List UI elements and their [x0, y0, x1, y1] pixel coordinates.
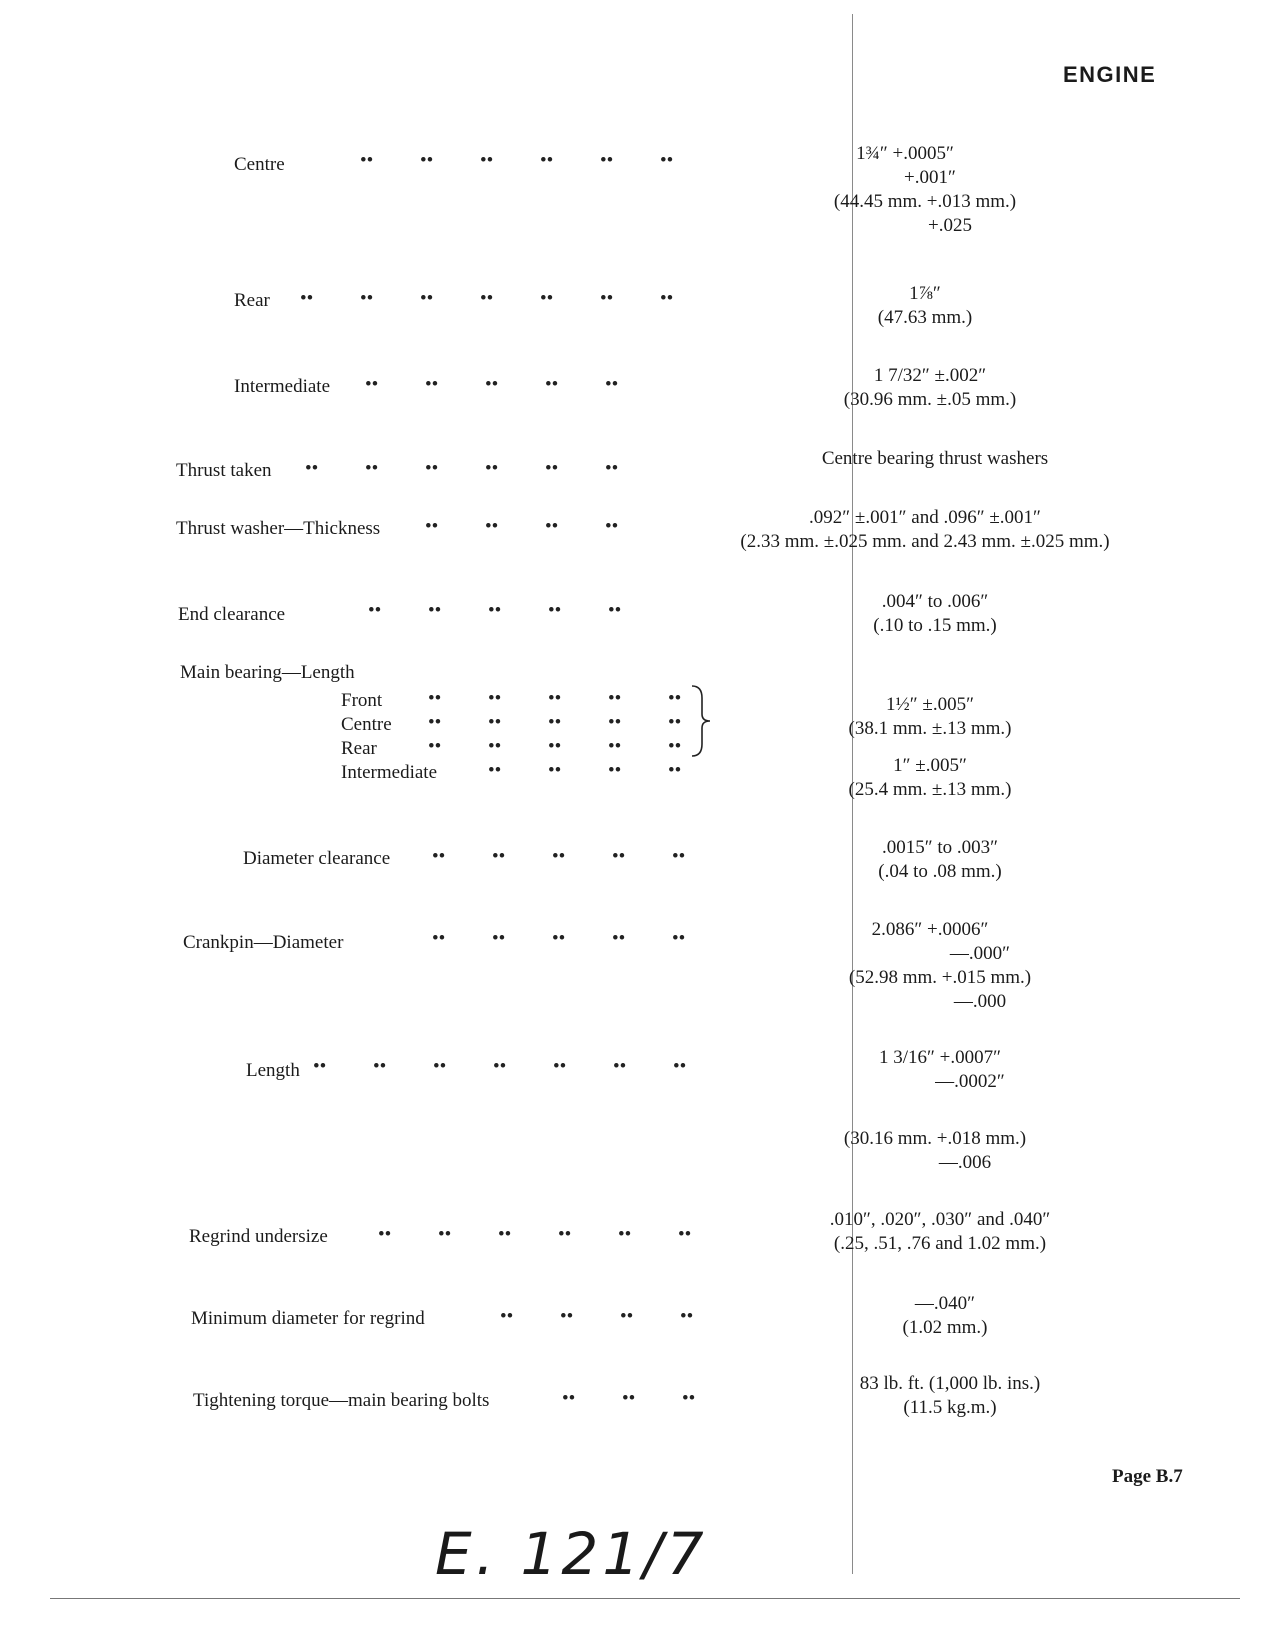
leader-dots: •• •• •• •• •• [428, 736, 682, 757]
leader-dots: •• •• •• •• •• [428, 712, 682, 733]
leader-dots: •• •• •• •• •• [432, 928, 686, 949]
leader-dots: •• •• •• [562, 1388, 696, 1409]
row-value-crankpin-length-metric: (30.16 mm. +.018 mm.) —.006 [843, 1128, 1027, 1173]
leader-dots: •• •• •• •• •• •• [305, 458, 619, 479]
row-value-end-clearance: .004″ to .006″ (.10 to .15 mm.) [873, 591, 997, 636]
row-value-crankpin-length: 1 3/16″ +.0007″ —.0002″ [878, 1047, 1005, 1092]
leader-dots: •• •• •• •• •• [368, 600, 622, 621]
leader-dots: •• •• •• •• •• •• [378, 1224, 692, 1245]
page-number: Page B.7 [1112, 1466, 1183, 1487]
row-label-main-bearing-length: Main bearing—Length [180, 662, 355, 683]
leader-dots: •• •• •• •• [500, 1306, 694, 1327]
row-value-centre: 1¾″ +.0005″ +.001″ (44.45 mm. +.013 mm.) +.025 [833, 143, 1017, 236]
row-value-thrust-taken: Centre bearing thrust washers [821, 448, 1049, 469]
leader-dots: •• •• •• •• •• [428, 688, 682, 709]
row-label-end-clearance: End clearance [178, 604, 286, 625]
leader-dots: •• •• •• •• [425, 516, 619, 537]
row-value-tightening-torque: 83 lb. ft. (1,000 lb. ins.) (11.5 kg.m.) [859, 1373, 1041, 1418]
row-value-regrind-undersize: .010″, .020″, .030″ and .040″ (.25, .51, .76 and 1.02 mm.) [829, 1209, 1051, 1254]
row-label-intermediate: Intermediate [234, 376, 331, 397]
leader-dots: •• •• •• •• •• [365, 374, 619, 395]
row-label-crankpin-length: Length [246, 1060, 300, 1081]
row-value-diameter-clearance: .0015″ to .003″ (.04 to .08 mm.) [878, 837, 1002, 882]
leader-dots: •• •• •• •• •• •• [360, 150, 674, 171]
row-label-main-intermediate: Intermediate [341, 762, 438, 783]
bottom-rule [50, 1598, 1240, 1599]
row-label-regrind-undersize: Regrind undersize [189, 1226, 328, 1247]
row-label-rear: Rear [234, 290, 270, 311]
leader-dots: •• •• •• •• •• [432, 846, 686, 867]
leader-dots: •• •• •• •• •• •• •• [300, 288, 674, 309]
row-value-main-bearing-outer: 1½″ ±.005″ (38.1 mm. ±.13 mm.) [848, 694, 1012, 739]
row-label-front: Front [341, 690, 383, 711]
row-value-rear: 1⅞″ (47.63 mm.) [877, 283, 973, 328]
row-value-minimum-diameter: —.040″ (1.02 mm.) [902, 1293, 988, 1338]
leader-dots: •• •• •• •• [488, 760, 682, 781]
grouping-brace [690, 684, 714, 758]
row-label-crankpin-diameter: Crankpin—Diameter [183, 932, 344, 953]
handwritten-reference: E. 121/7 [435, 1520, 708, 1588]
section-header: ENGINE [1063, 62, 1157, 87]
row-label-thrust-washer-thickness: Thrust washer—Thickness [176, 518, 381, 539]
row-value-main-bearing-intermediate: 1″ ±.005″ (25.4 mm. ±.13 mm.) [848, 755, 1012, 800]
row-label-main-rear: Rear [341, 738, 377, 759]
row-label-diameter-clearance: Diameter clearance [243, 848, 391, 869]
row-label-centre: Centre [234, 154, 285, 175]
leader-dots: •• •• •• •• •• •• •• [313, 1056, 687, 1077]
row-label-main-centre: Centre [341, 714, 392, 735]
row-value-crankpin-diameter: 2.086″ +.0006″ —.000″ (52.98 mm. +.015 mm.) —.000 [848, 919, 1032, 1012]
row-label-thrust-taken: Thrust taken [176, 460, 272, 481]
row-label-tightening-torque: Tightening torque—main bearing bolts [193, 1390, 490, 1411]
row-value-thrust-washer-thickness: .092″ ±.001″ and .096″ ±.001″ (2.33 mm. ±.025 mm. and 2.43 mm. ±.025 mm.) [740, 507, 1110, 552]
row-label-minimum-diameter: Minimum diameter for regrind [191, 1308, 425, 1329]
row-value-intermediate: 1 7/32″ ±.002″ (30.96 mm. ±.05 mm.) [843, 365, 1017, 410]
